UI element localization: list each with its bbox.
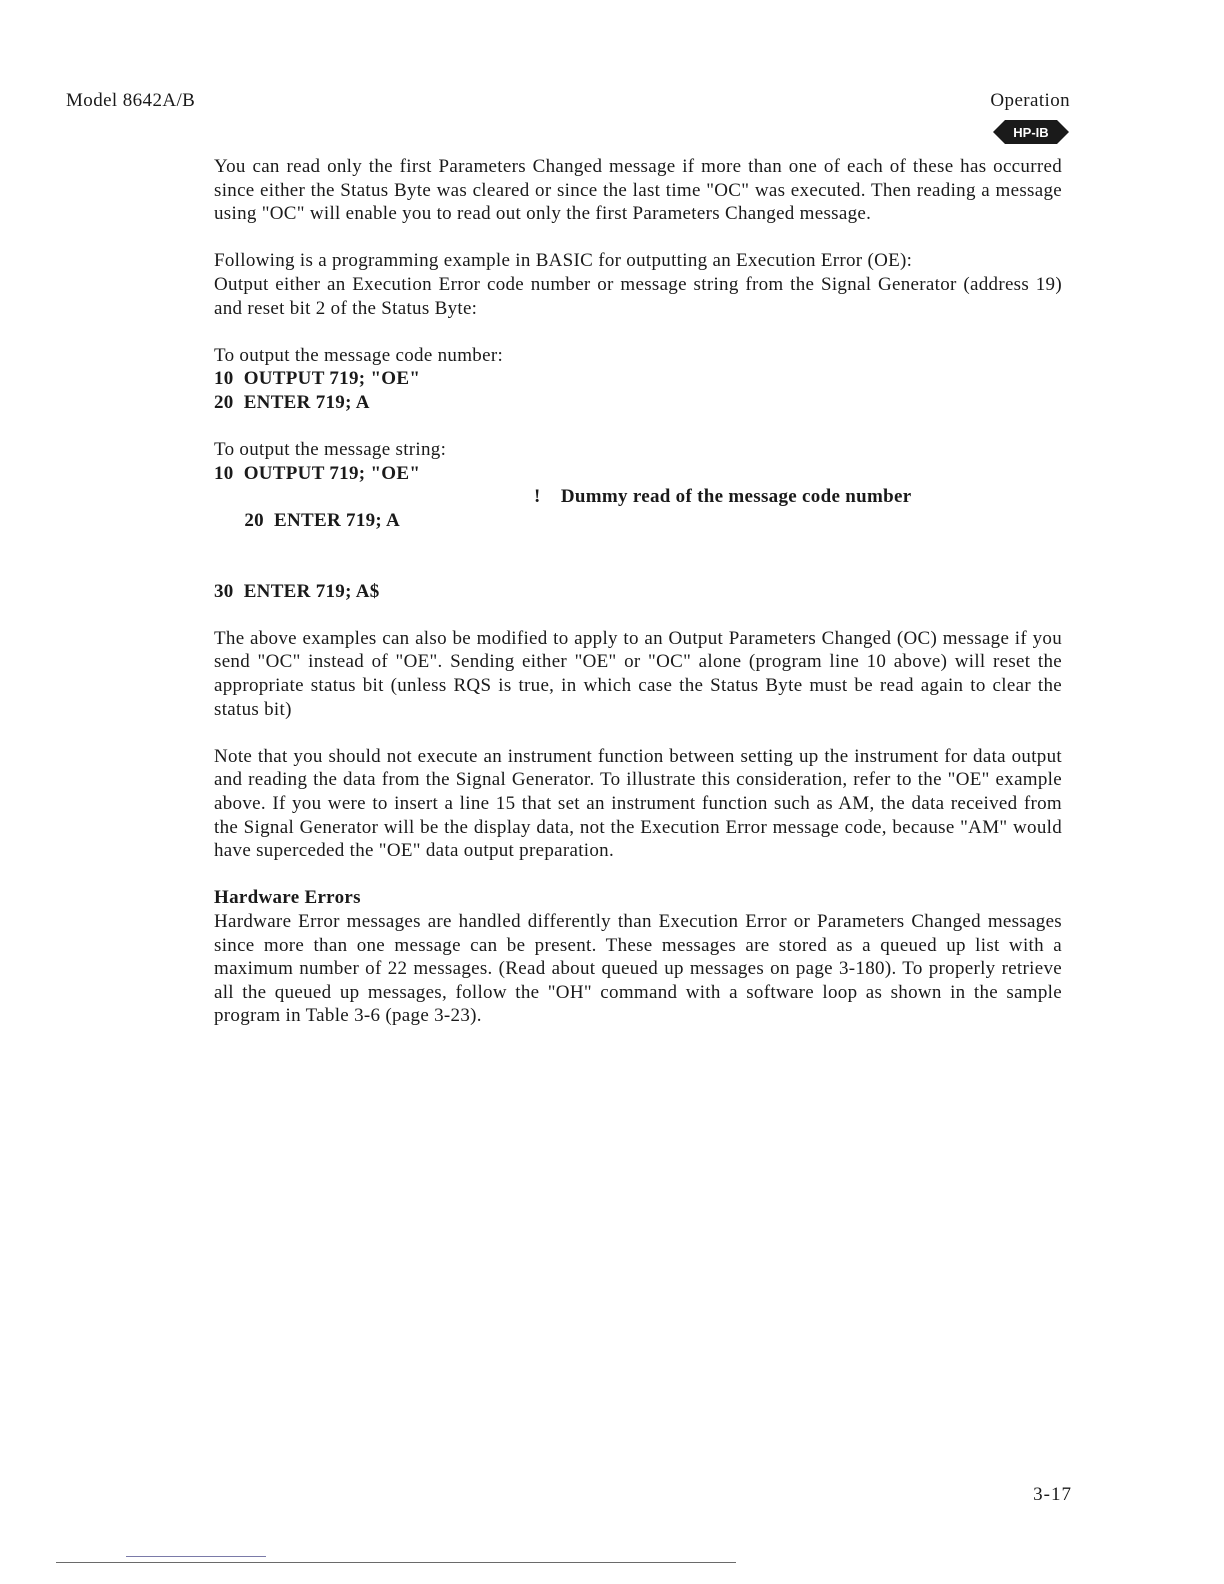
- intro-description: Output either an Execution Error code number or message string from the Signal Generator (address 19) and reset bit 2 of the Status Byte:: [214, 273, 1062, 319]
- paragraph-read-first-message: You can read only the first Parameters Changed message if more than one of each of these has occurred since either the Status Byte was cleared or since the last time "OC" was executed. Then reading a message using "OC" will enable you to read out only the first Parameters Changed message.: [214, 156, 1062, 225]
- code-line-10: 10 OUTPUT 719; "OE": [214, 462, 421, 484]
- model-header: Model 8642A/B: [66, 90, 196, 111]
- code-example-message-string: [214, 438, 1062, 603]
- paragraph-oc-modification: The above examples can also be modified to apply to an Output Parameters Changed (OC) message if you send "OC" instead of "OE". Sending either "OE" or "OC" alone (program line 10 above) will reset the appropriate status bit (unless RQS is true, in which case the Status Byte must be read again to clear the status bit): [214, 627, 1062, 720]
- paragraph-instrument-function-note: Note that you should not execute an instrument function between setting up the instrument for data output and reading the data from the Signal Generator. To illustrate this consideration, refer to the "OE" example above. If you were to insert a line 15 that set an instrument function such as AM, the data received from the Signal Generator will be the display data, not the Execution Error message code, because "AM" would have superceded the "OE" data output preparation.: [214, 745, 1062, 862]
- section-header: Operation: [990, 90, 1070, 111]
- badge-label: HP-IB: [1013, 125, 1049, 140]
- intro-line: Following is a programming example in BASIC for outputting an Execution Error (OE):: [214, 250, 913, 272]
- code-line-20-with-comment: [214, 485, 1062, 579]
- code-line-30: 30 ENTER 719; A$: [214, 580, 380, 602]
- code-line-10: 10 OUTPUT 719; "OE": [214, 368, 421, 390]
- code-line-20: 20 ENTER 719; A: [214, 391, 370, 413]
- paragraph-hardware-errors: Hardware Error messages are handled differently than Execution Error or Parameters Changed messages since more than one message can be present. These messages are stored as a queued up list with a maximum number of 22 messages. (Read about queued up messages on page 3-180). To properly retrieve all the queued up messages, follow the "OH" command with a software loop as shown in the sample program in Table 3-6 (page 3-23).: [214, 911, 1062, 1027]
- code-example-intro: To output the message string:: [214, 439, 447, 461]
- hp-ib-badge: [993, 118, 1069, 146]
- programming-example-intro: [214, 249, 1062, 320]
- page-number: 3-17: [1033, 1484, 1072, 1505]
- bottom-rule: [56, 1562, 736, 1563]
- code-example-code-number: [214, 344, 1062, 415]
- bottom-rule-short: [126, 1556, 266, 1557]
- hardware-errors-heading: Hardware Errors: [214, 887, 361, 909]
- code-line-20: 20 ENTER 719; A: [244, 509, 401, 531]
- code-example-intro: To output the message code number:: [214, 344, 504, 366]
- code-comment: ! Dummy read of the message code number: [534, 486, 912, 508]
- page-content: [214, 155, 1062, 1052]
